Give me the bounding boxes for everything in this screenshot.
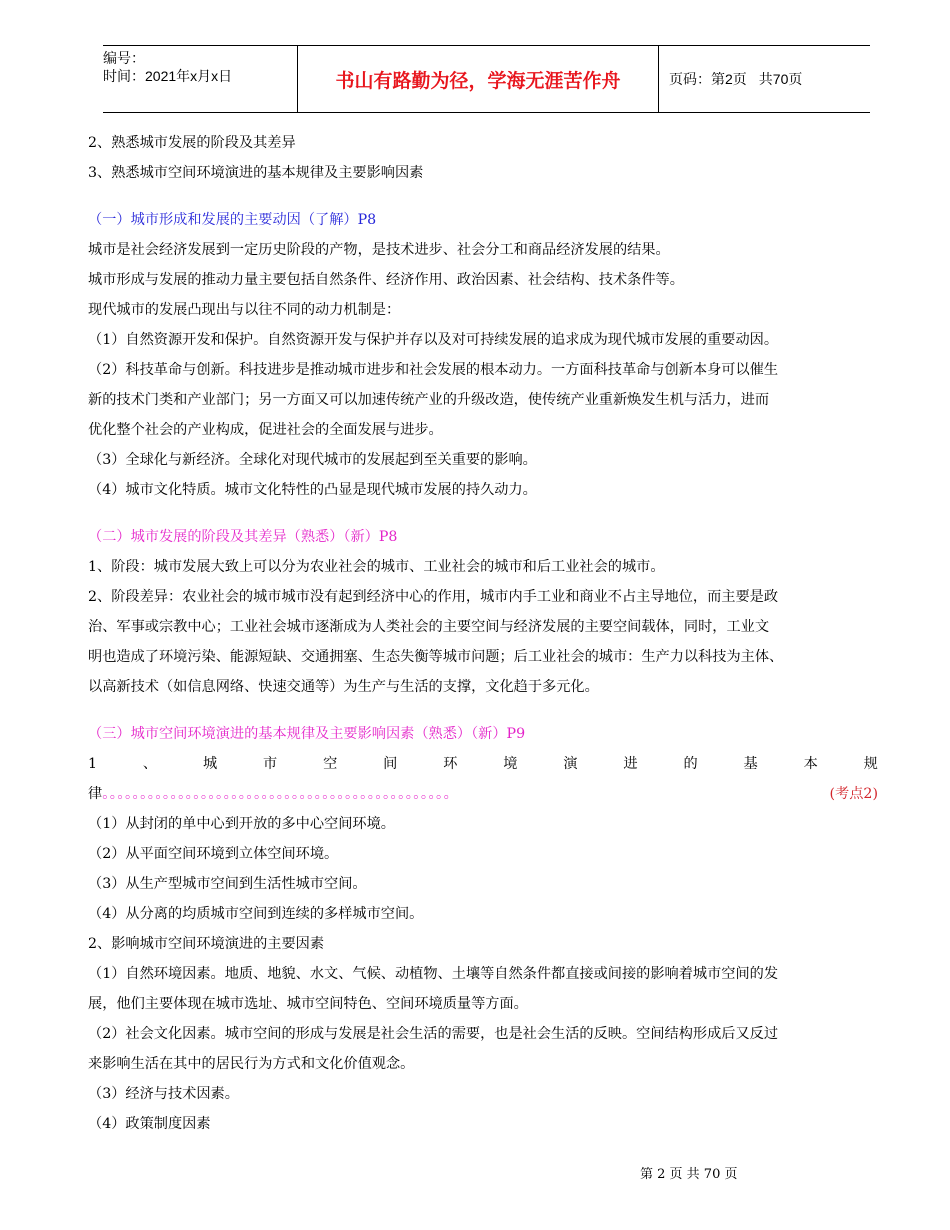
dot-leader: 。。。。。。。。。。。。。。。。。。。。。。。。。。。。。。。。。。。。。。。。。。。。。。 <box>102 786 459 802</box>
list-item: （1）自然环境因素。地质、地貌、水文、气候、动植物、土壤等自然条件都直接或间接的影响着城市空间的发 <box>88 966 779 982</box>
list-item: （1）自然资源开发和保护。自然资源开发与保护并存以及对可持续发展的追求成为现代城市发展的重要动因。 <box>88 332 779 348</box>
list-item: （3）经济与技术因素。 <box>88 1086 239 1102</box>
list-item: （4）政策制度因素 <box>88 1116 211 1132</box>
paragraph: 2、阶段差异：农业社会的城市城市没有起到经济中心的作用，城市内手工业和商业不占主导地位，而主要是政 <box>88 589 779 605</box>
list-item: （2）社会文化因素。城市空间的形成与发展是社会生活的需要，也是社会生活的反映。空间结构形成后又反过 <box>88 1026 779 1042</box>
paragraph-continued: 明也造成了环境污染、能源短缺、交通拥塞、生态失衡等城市问题；后工业社会的城市：生产力以科技为主体、 <box>88 649 784 665</box>
paragraph: 城市形成与发展的推动力量主要包括自然条件、经济作用、政治因素、社会结构、技术条件等。 <box>88 272 684 288</box>
paragraph-continued: 展，他们主要体现在城市选址、城市空间特色、空间环境质量等方面。 <box>88 996 528 1012</box>
header-page-label: 页码：第2页 <box>669 71 747 87</box>
law-char: 本 <box>803 756 818 772</box>
law-char: 环 <box>443 756 458 772</box>
paragraph-continued: 优化整个社会的产业构成，促进社会的全面发展与进步。 <box>88 422 443 438</box>
header-meta <box>103 46 297 112</box>
document-body <box>88 128 878 1139</box>
paragraph-continued: 以高新技术（如信息网络、快速交通等）为生产与生活的支撑，文化趋于多元化。 <box>88 679 599 695</box>
exam-point-label: (考点2) <box>829 786 878 802</box>
law-char: 市 <box>263 756 278 772</box>
list-item: （1）从封闭的单中心到开放的多中心空间环境。 <box>88 816 395 832</box>
paragraph: 现代城市的发展凸现出与以往不同的动力机制是： <box>88 302 401 318</box>
paragraph: 城市是社会经济发展到一定历史阶段的产物，是技术进步、社会分工和商品经济发展的结果。 <box>88 242 670 258</box>
page-header <box>103 45 870 113</box>
law-char: 、 <box>142 756 158 772</box>
law-char: 基 <box>743 756 758 772</box>
law-char: 空 <box>323 756 338 772</box>
subheading: 2、影响城市空间环境演进的主要因素 <box>88 936 325 952</box>
section-1-heading: （一）城市形成和发展的主要动因（了解）P8 <box>88 212 377 228</box>
paragraph-continued: 治、军事或宗教中心；工业社会城市逐渐成为人类社会的主要空间与经济发展的主要空间载体，同时，工业文 <box>88 619 770 635</box>
list-item: （2）科技革命与创新。科技进步是推动城市进步和社会发展的根本动力。一方面科技革命与创新本身可以催生 <box>88 362 779 378</box>
page-footer: 第 2 页 共 70 页 <box>640 1167 738 1182</box>
law-title-line <box>88 749 878 779</box>
paragraph: 1、阶段：城市发展大致上可以分为农业社会的城市、工业社会的城市和后工业社会的城市。 <box>88 559 665 575</box>
law-char: 的 <box>683 756 698 772</box>
law-char: 城 <box>202 756 218 772</box>
law-char: 1 <box>88 756 98 772</box>
law-end-char: 律 <box>88 786 103 802</box>
list-item: （3）从生产型城市空间到生活性城市空间。 <box>88 876 367 892</box>
list-item: （3）全球化与新经济。全球化对现代城市的发展起到至关重要的影响。 <box>88 452 537 468</box>
law-char: 境 <box>503 756 518 772</box>
header-motto: 书山有路勤为径，学海无涯苦作舟 <box>297 46 659 112</box>
section-3-heading: （三）城市空间环境演进的基本规律及主要影响因素（熟悉）（新）P9 <box>88 726 526 742</box>
list-item: （4）从分离的均质城市空间到连续的多样城市空间。 <box>88 906 424 922</box>
intro-item-3: 3、熟悉城市空间环境演进的基本规律及主要影响因素 <box>88 165 424 181</box>
list-item: （4）城市文化特质。城市文化特性的凸显是现代城市发展的持久动力。 <box>88 482 537 498</box>
header-code-label: 编号： <box>103 50 145 66</box>
intro-item-2: 2、熟悉城市发展的阶段及其差异 <box>88 135 296 151</box>
law-char: 规 <box>863 756 878 772</box>
list-item: （2）从平面空间环境到立体空间环境。 <box>88 846 339 862</box>
law-char: 间 <box>383 756 398 772</box>
law-title-line-2 <box>88 779 878 809</box>
paragraph-continued: 来影响生活在其中的居民行为方式和文化价值观念。 <box>88 1056 415 1072</box>
header-time-label: 时间：2021年x月x日 <box>103 68 233 84</box>
paragraph-continued: 新的技术门类和产业部门；另一方面又可以加速传统产业的升级改造，使传统产业重新焕发生机与活力，进而 <box>88 392 770 408</box>
header-total-label: 共70页 <box>758 71 803 87</box>
section-2-heading: （二）城市发展的阶段及其差异（熟悉）（新）P8 <box>88 529 398 545</box>
header-page-info <box>659 46 870 112</box>
law-char: 演 <box>563 756 578 772</box>
law-char: 进 <box>623 756 638 772</box>
